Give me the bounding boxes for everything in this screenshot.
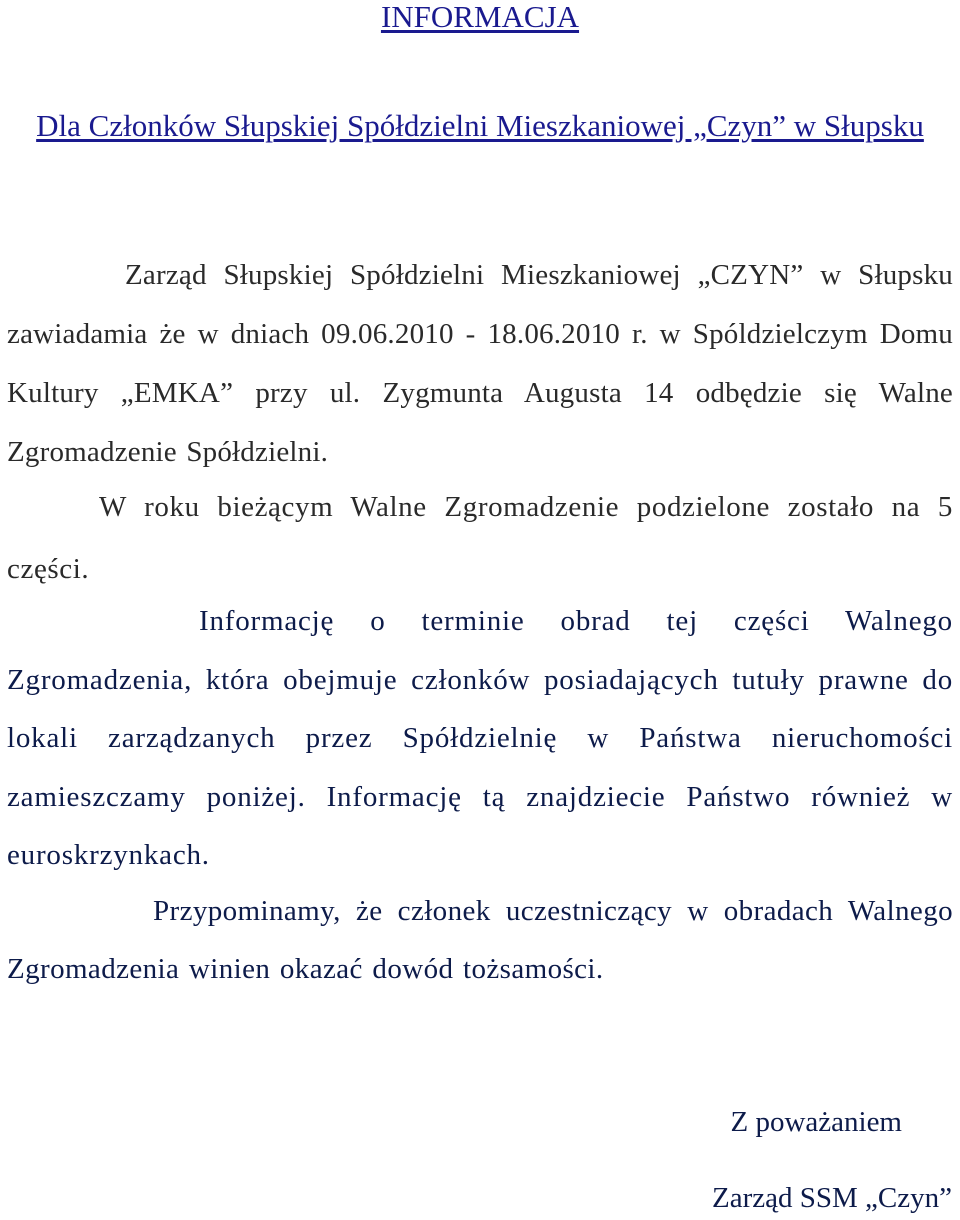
information-paragraph: Informację o terminie obrad tej części Walnego Zgromadzenia, która obejmuje członków posiadających tutuły prawne do lokali zarządzanych przez Spółdzielnię w Państwa nieruchomości zamieszczamy poniżej. Informację tą znajdziecie Państwo również w euroskrzynkach. — [7, 605, 953, 871]
announcement-paragraph: Zarząd Słupskiej Spółdzielni Mieszkaniowej „CZYN” w Słupsku zawiadamia że w dniach 09.06.2010 - 18.06.2010 r. w Spóldzielczym Domu Kultury „EMKA” przy ul. Zygmunta Augusta 14 odbędzie się Walne Zgromadzenie Spółdzielni. — [7, 259, 953, 468]
document-subtitle: Dla Członków Słupskiej Spółdzielni Mieszkaniowej „Czyn” w Słupsku — [36, 108, 924, 143]
reminder-paragraph: Przypominamy, że członek uczestniczący w obradach Walnego Zgromadzenia winien okazać dowód tożsamości. — [7, 895, 953, 985]
signature: Zarząd SSM „Czyn” — [712, 1182, 952, 1214]
closing-salutation: Z poważaniem — [730, 1106, 902, 1138]
document-title: INFORMACJA — [380, 0, 580, 34]
parts-paragraph: W roku bieżącym Walne Zgromadzenie podzielone zostało na 5 części. — [7, 491, 953, 585]
